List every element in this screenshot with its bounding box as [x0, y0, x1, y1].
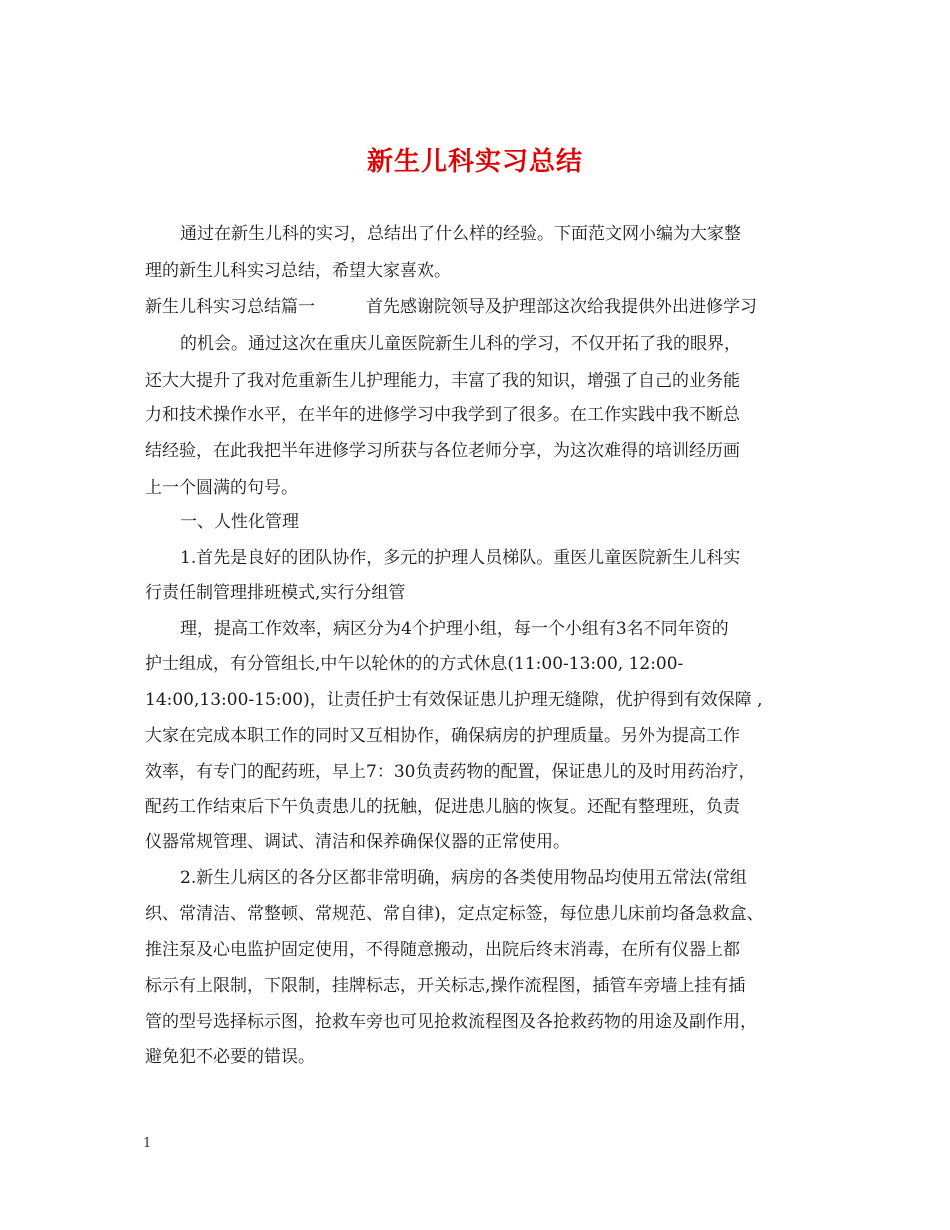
- paragraph-line: 配药工作结束后下午负责患儿的抚触，促进患儿脑的恢复。还配有整理班，负责: [145, 797, 740, 817]
- paragraph-line: 新生儿科实习总结篇一 首先感谢院领导及护理部这次给我提供外出进修学习: [145, 297, 757, 317]
- section-heading: 一、人性化管理: [180, 512, 299, 532]
- paragraph-line: 通过在新生儿科的实习，总结出了什么样的经验。下面范文网小编为大家整: [180, 224, 741, 244]
- paragraph-line: 上一个圆满的句号。: [145, 478, 298, 498]
- paragraph-line: 标示有上限制，下限制，挂牌标志，开关标志,操作流程图，插管车旁墙上挂有插: [145, 976, 746, 996]
- paragraph-line: 织、常清洁、常整顿、常规范、常自律)，定点定标签，每位患儿床前均备急救盒、: [145, 904, 764, 924]
- paragraph-line: 护士组成，有分管组长,中午以轮休的的方式休息(11:00-13:00, 12:00-: [145, 654, 684, 674]
- paragraph-line: 14:00,13:00-15:00)，让责任护士有效保证患儿护理无缝隙，优护得到有效保障 ,: [145, 690, 763, 710]
- paragraph-line: 结经验，在此我把半年进修学习所获与各位老师分享，为这次难得的培训经历画: [145, 441, 740, 461]
- paragraph-line: 还大大提升了我对危重新生儿护理能力，丰富了我的知识，增强了自己的业务能: [145, 371, 740, 391]
- paragraph-line: 力和技术操作水平，在半年的进修学习中我学到了很多。在工作实践中我不断总: [145, 405, 740, 425]
- paragraph-line: 1.首先是良好的团队协作，多元的护理人员梯队。重医儿童医院新生儿科实: [180, 548, 741, 568]
- paragraph-line: 理，提高工作效率，病区分为4个护理小组，每一个小组有3名不同年资的: [180, 619, 729, 639]
- paragraph-line: 行责任制管理排班模式,实行分组管: [145, 583, 406, 603]
- paragraph-line: 2.新生儿病区的各分区都非常明确，病房的各类使用物品均使用五常法(常组: [180, 868, 747, 888]
- paragraph-line: 管的型号选择标示图，抢救车旁也可见抢救流程图及各抢救药物的用途及副作用，: [145, 1012, 757, 1032]
- paragraph-line: 避免犯不必要的错误。: [145, 1047, 315, 1067]
- paragraph-line: 的机会。通过这次在重庆儿童医院新生儿科的学习，不仅开拓了我的眼界，: [180, 334, 741, 354]
- paragraph-line: 推注泵及心电监护固定使用，不得随意搬动，出院后终末消毒，在所有仪器上都: [145, 940, 740, 960]
- paragraph-line: 效率，有专门的配药班，早上7：30负责药物的配置，保证患儿的及时用药治疗，: [145, 762, 756, 782]
- paragraph-line: 大家在完成本职工作的同时又互相协作，确保病房的护理质量。另外为提高工作: [145, 726, 740, 746]
- paragraph-line: 仪器常规管理、调试、清洁和保养确保仪器的正常使用。: [145, 832, 570, 852]
- page-number: 1: [143, 1136, 152, 1151]
- document-title: 新生儿科实习总结: [366, 147, 583, 177]
- paragraph-line: 理的新生儿科实习总结，希望大家喜欢。: [145, 261, 451, 281]
